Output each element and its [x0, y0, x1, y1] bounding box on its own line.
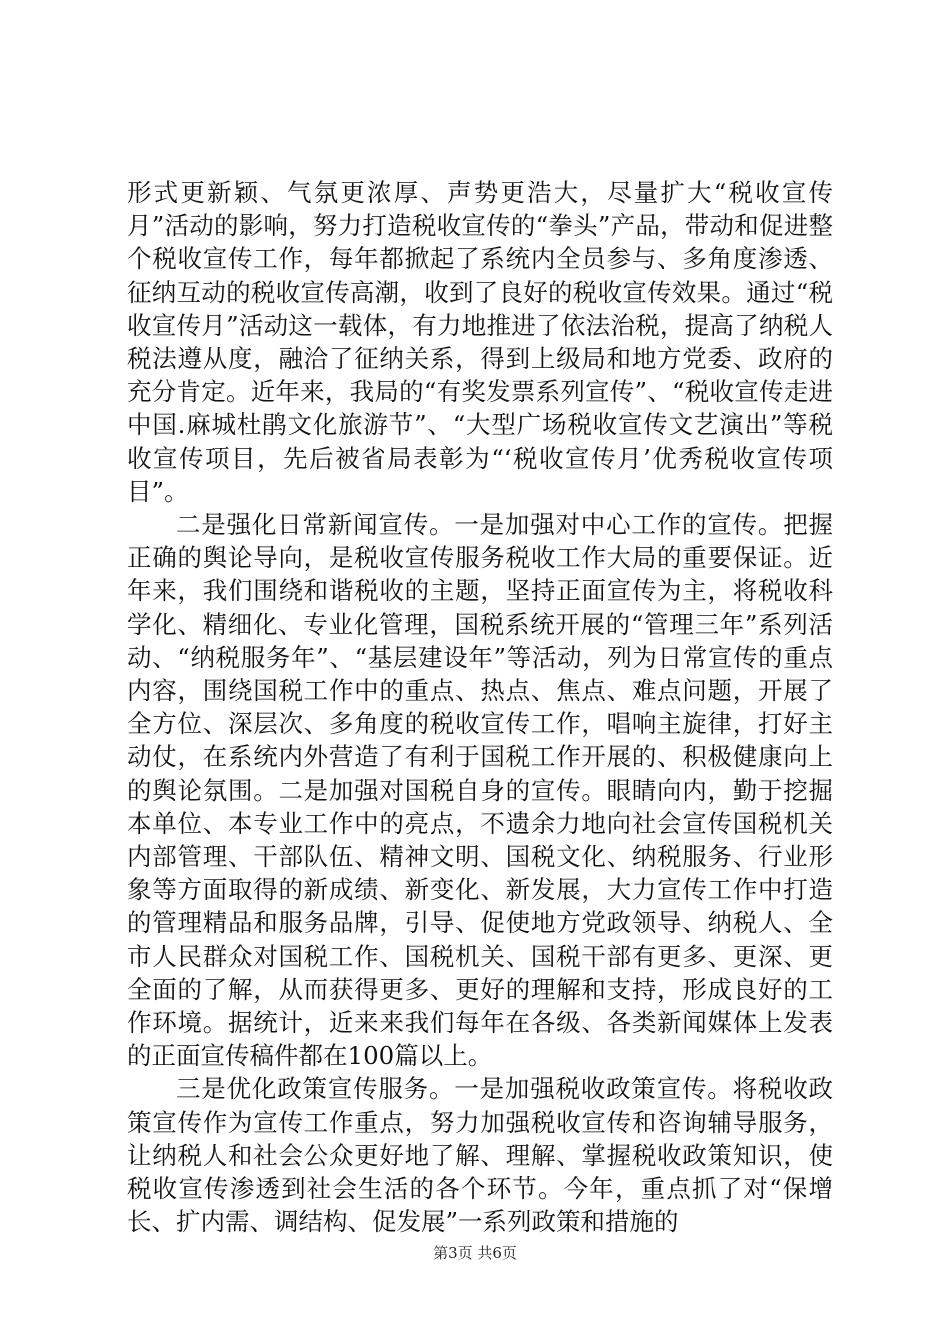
paragraph-2: 二是强化日常新闻宣传。一是加强对中心工作的宣传。把握正确的舆论导向，是税收宣传服务税收工作大局的重要保证。近年来，我们围绕和谐税收的主题，坚持正面宣传为主，将税收科学化、精细化、专业化管理，国税系统开展的“管理三年”系列活动、“纳税服务年”、“基层建设年”等活动，列为日常宣传的重点内容，围绕国税工作中的重点、热点、焦点、难点问题，开展了全方位、深层次、多角度的税收宣传工作，唱响主旋律，打好主动仗，在系统内外营造了有利于国税工作开展的、积极健康向上的舆论氛围。二是加强对国税自身的宣传。眼睛向内，勤于挖掘本单位、本专业工作中的亮点，不遗余力地向社会宣传国税机关内部管理、干部队伍、精神文明、国税文化、纳税服务、行业形象等方面取得的新成绩、新变化、新发展，大力宣传工作中打造的管理精品和服务品牌，引导、促使地方党政领导、纳税人、全市人民群众对国税工作、国税机关、国税干部有更多、更深、更全面的了解，从而获得更多、更好的理解和支持，形成良好的工作环境。据统计，近来来我们每年在各级、各类新闻媒体上发表的正面宣传稿件都在100篇以上。 [127, 510, 833, 1071]
paragraph-1: 形式更新颖、气氛更浓厚、声势更浩大，尽量扩大“税收宣传月”活动的影响，努力打造税收宣传的“拳头”产品，带动和促进整个税收宣传工作，每年都掀起了系统内全员参与、多角度渗透、征纳互动的税收宣传高潮，收到了良好的税收宣传效果。通过“税收宣传月”活动这一载体，有力地推进了依法治税，提高了纳税人税法遵从度，融洽了征纳关系，得到上级局和地方党委、政府的充分肯定。近年来，我局的“有奖发票系列宣传”、“税收宣传走进中国.麻城杜鹃文化旅游节”、“大型广场税收宣传文艺演出”等税收宣传项目，先后被省局表彰为“‘税收宣传月’优秀税收宣传项目”。 [127, 178, 833, 506]
document-body [127, 176, 833, 1239]
page-number-footer: 第3页 共6页 [433, 1244, 517, 1262]
paragraph-3: 三是优化政策宣传服务。一是加强税收政策宣传。将税收政策宣传作为宣传工作重点，努力加强税收宣传和咨询辅导服务，让纳税人和社会公众更好地了解、理解、掌握税收政策知识，使税收宣传渗透到社会生活的各个环节。今年，重点抓了对“保增长、扩内需、调结构、促发展”一系列政策和措施的 [127, 1074, 833, 1237]
